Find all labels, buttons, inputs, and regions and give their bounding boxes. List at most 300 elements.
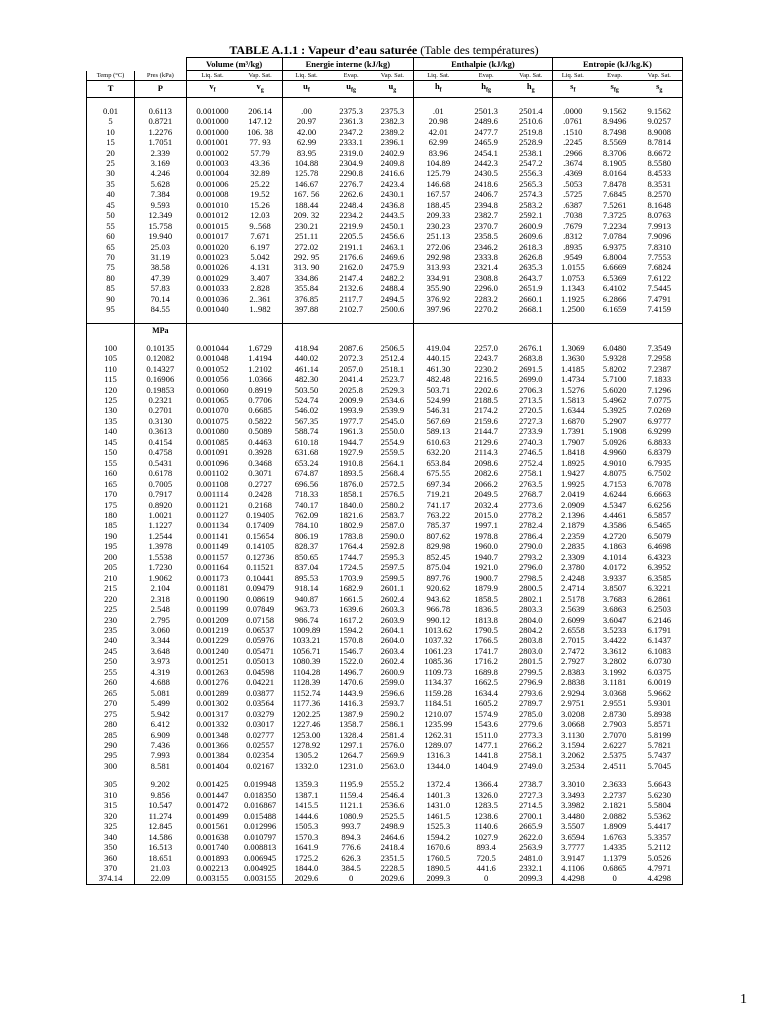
table-cell: 2029.6 [282, 873, 330, 884]
table-cell: 0.001008 [196, 189, 229, 200]
table-cell: 3.2534 [561, 760, 585, 771]
table-cell: 2555.2 [372, 779, 414, 789]
table-spacer-row [87, 315, 683, 324]
table-cell: 2796.9 [510, 677, 553, 687]
table-cell: 147.12 [238, 116, 282, 126]
table-cell: 2586.1 [372, 719, 414, 729]
table-cell: 1080.39 [292, 656, 321, 667]
spacer-cell [135, 771, 186, 779]
table-row [87, 189, 683, 199]
table-cell: 2488.4 [372, 283, 414, 293]
table-cell: 2568.4 [372, 468, 414, 478]
table-cell: 1.3978 [135, 541, 186, 551]
table-cell: 0.6178 [135, 468, 186, 478]
table-row [87, 283, 683, 293]
table-cell: 3.1181 [603, 677, 627, 688]
table-cell: 0.001006 [196, 178, 229, 189]
table-cell: 4.131 [238, 262, 282, 272]
table-spacer-row [87, 97, 683, 106]
spacer-cell [413, 771, 462, 779]
table-cell: 1.0021 [135, 510, 186, 520]
table-cell: 145 [87, 437, 135, 447]
table-cell: 2082.6 [474, 468, 498, 479]
table-cell: 5.042 [238, 252, 282, 262]
table-cell: 2.7927 [561, 656, 585, 667]
table-cell: 1387.9 [339, 708, 363, 719]
table-cell: 1.4734 [561, 374, 585, 385]
table-cell: 130 [87, 405, 135, 415]
table-cell: 40 [87, 189, 135, 199]
table-cell: 2454.1 [474, 147, 498, 158]
table-cell: 135 [87, 416, 135, 426]
table-cell: 1570.3 [294, 831, 319, 842]
table-row [87, 635, 683, 645]
table-cell: 2801.5 [510, 656, 553, 666]
table-cell: 0.05013 [238, 656, 282, 666]
table-cell: 106. 38 [238, 127, 282, 137]
table-cell: 8.3531 [637, 179, 683, 189]
table-cell: 524.99 [426, 395, 451, 406]
table-cell: 9.0257 [637, 116, 683, 126]
table-cell: 0.012996 [238, 821, 282, 831]
table-cell: 7.4791 [637, 294, 683, 304]
table-title-normal: (Table des températures) [417, 43, 539, 57]
table-cell: 2.4714 [561, 583, 585, 594]
table-cell: 4.688 [135, 677, 186, 687]
table-cell: .0761 [563, 116, 583, 127]
table-cell: 0.10441 [238, 573, 282, 583]
table-cell: 180 [87, 510, 135, 520]
subheader-cell: Liq. Sat. [282, 71, 330, 81]
table-cell: 9.1562 [602, 105, 627, 116]
table-cell: 18.651 [135, 853, 186, 863]
table-cell: 4.1863 [602, 541, 627, 552]
table-cell: 2132.6 [339, 283, 363, 294]
table-cell: 2041.4 [339, 374, 363, 385]
table-cell: 6.8004 [602, 252, 627, 263]
table-cell: 4.7971 [637, 863, 683, 873]
table-cell: 785.37 [426, 520, 451, 531]
table-cell: 7.2958 [637, 353, 683, 363]
table-cell: .4369 [563, 168, 583, 179]
table-cell: 47.39 [135, 273, 186, 283]
table-cell: 0.11521 [238, 562, 282, 572]
table-cell: 334.91 [426, 272, 451, 283]
table-cell: 2602.4 [372, 656, 414, 666]
table-cell: 3.1130 [561, 729, 585, 740]
table-cell: 350 [87, 842, 135, 852]
table-cell: 1639.6 [339, 604, 363, 615]
table-cell: 0.2727 [238, 479, 282, 489]
table-cell: 1416.3 [339, 698, 363, 709]
table-cell: 2609.6 [510, 231, 553, 241]
table-row [87, 562, 683, 572]
spacer-cell [413, 323, 462, 338]
table-cell: 8.7814 [637, 137, 683, 147]
table-cell: 2500.6 [372, 304, 414, 314]
table-cell: 0.4154 [135, 437, 186, 447]
table-cell: 0.001000 [196, 126, 229, 137]
table-row [87, 779, 683, 789]
table-cell: 2518.1 [372, 364, 414, 374]
table-cell: 75 [87, 262, 135, 272]
table-cell: 0.17409 [238, 520, 282, 530]
table-cell: 1594.2 [339, 624, 363, 635]
table-cell: 2592.8 [372, 541, 414, 551]
table-cell: 9.856 [135, 790, 186, 800]
table-cell: 1401.3 [426, 789, 451, 800]
table-cell: 1961.3 [339, 426, 363, 437]
table-cell: 25 [87, 158, 135, 168]
table-cell: 2.5178 [561, 593, 585, 604]
table-cell: 100 [87, 343, 135, 353]
table-cell: 1159.4 [339, 789, 363, 800]
table-cell: 370 [87, 863, 135, 873]
table-cell: 2202.6 [474, 384, 498, 395]
table-cell: 2442.3 [474, 157, 498, 168]
table-cell: 0.3130 [135, 416, 186, 426]
table-cell: 0.02557 [238, 740, 282, 750]
table-cell: 20.97 [296, 116, 317, 127]
table-cell: 6.5369 [602, 272, 627, 283]
table-cell: 3.0368 [602, 687, 627, 698]
table-row [87, 709, 683, 719]
table-cell: 0.7917 [135, 489, 186, 499]
table-cell: 837.04 [294, 562, 319, 573]
table-cell: 895.53 [294, 572, 319, 583]
table-cell: 2188.5 [474, 395, 498, 406]
table-row [87, 832, 683, 842]
table-cell: 1.0366 [238, 374, 282, 384]
spacer-cell [593, 97, 637, 106]
table-cell: 2482.2 [372, 273, 414, 283]
table-row [87, 594, 683, 604]
table-cell: 2.2737 [602, 789, 627, 800]
table-cell: 105 [87, 353, 135, 363]
table-cell: 2321.4 [474, 262, 498, 273]
table-cell: 5.0526 [637, 853, 683, 863]
table-cell: 57.79 [238, 148, 282, 158]
table-cell: 0.001332 [196, 719, 229, 730]
table-cell: 5 [87, 116, 135, 126]
table-cell: 2752.4 [510, 458, 553, 468]
table-row [87, 405, 683, 415]
table-cell: 6.7078 [637, 479, 683, 489]
table-cell: 675.55 [426, 468, 451, 479]
table-cell: 2469.6 [372, 252, 414, 262]
table-cell: 806.19 [294, 530, 319, 541]
table-cell: 0.001404 [196, 760, 229, 771]
table-cell: 2147.4 [339, 272, 363, 283]
table-cell: 275 [87, 709, 135, 719]
table-cell: 2.0882 [602, 810, 627, 821]
table-cell: 1.3630 [561, 353, 585, 364]
table-cell: 0.8919 [238, 385, 282, 395]
table-cell: 2668.1 [510, 304, 553, 314]
table-cell: 2.1879 [561, 520, 585, 531]
table-cell: 0.4758 [135, 447, 186, 457]
subheader-cell: Liq. Sat. [186, 71, 238, 81]
table-cell: 320 [87, 811, 135, 821]
table-cell: 1605.2 [474, 698, 498, 709]
table-row [87, 863, 683, 873]
table-cell: 7.8478 [602, 178, 627, 189]
table-cell: 2545.0 [372, 416, 414, 426]
symbol-cell: $u_{fg}$ [330, 81, 372, 98]
table-cell: 5.3925 [602, 405, 627, 416]
table-cell: 2593.7 [372, 698, 414, 708]
table-cell: 0.12736 [238, 552, 282, 562]
table-cell: 740.17 [294, 499, 319, 510]
table-cell: 2733.9 [510, 426, 553, 436]
table-cell: 2576.0 [372, 740, 414, 750]
table-row [87, 667, 683, 677]
table-cell: 5.9301 [637, 698, 683, 708]
table-cell: 0.02167 [238, 761, 282, 771]
table-cell: 2406.7 [474, 189, 498, 200]
table-cell: 0 [463, 873, 510, 884]
table-cell: 65 [87, 242, 135, 252]
symbol-cell: $h_{fg}$ [463, 81, 510, 98]
table-cell: 588.74 [294, 426, 319, 437]
symbol-cell: $u_f$ [282, 81, 330, 98]
table-cell: 210 [87, 573, 135, 583]
table-cell: 2583.7 [372, 510, 414, 520]
table-cell: 1033.21 [292, 635, 321, 646]
table-cell: 6.0375 [637, 667, 683, 677]
table-cell: 0.7706 [238, 395, 282, 405]
table-cell: 2601.1 [372, 583, 414, 593]
table-cell: 360 [87, 853, 135, 863]
table-cell: 0.001001 [196, 137, 229, 148]
table-cell: 2790.0 [510, 541, 553, 551]
table-cell: 3.060 [135, 625, 186, 635]
symbol-row [87, 81, 683, 98]
table-cell: 1893.5 [339, 468, 363, 479]
table-cell: 205 [87, 562, 135, 572]
table-cell: 167.57 [426, 189, 451, 200]
table-cell: 3.6863 [602, 604, 627, 615]
table-cell: 4.8075 [602, 468, 627, 479]
table-row [87, 242, 683, 252]
table-cell: 1477.1 [474, 739, 498, 750]
table-row [87, 127, 683, 137]
table-cell: 2114.3 [474, 447, 498, 458]
table-cell: 2768.7 [510, 489, 553, 499]
table-row [87, 353, 683, 363]
table-cell: 2556.3 [510, 168, 553, 178]
table-cell: 1505.3 [294, 821, 319, 832]
table-cell: 2603.4 [372, 646, 414, 656]
table-cell: 2276.7 [339, 178, 363, 189]
table-cell: 12.03 [238, 210, 282, 220]
table-cell: 5.5362 [637, 811, 683, 821]
table-cell: 5.942 [135, 709, 186, 719]
table-cell: 0.001740 [196, 842, 229, 853]
table-cell: 2563.9 [510, 842, 553, 852]
table-cell: 1238.6 [474, 810, 498, 821]
table-cell: 2604.0 [372, 635, 414, 645]
table-cell: 2.7015 [561, 635, 585, 646]
page-number: 1 [740, 992, 747, 1007]
table-cell: 2569.9 [372, 750, 414, 760]
table-cell: 0.4463 [238, 437, 282, 447]
table-cell: 0.07849 [238, 604, 282, 614]
spacer-cell [238, 315, 282, 324]
table-cell: 0.04598 [238, 667, 282, 677]
table-cell: 16.513 [135, 842, 186, 852]
table-cell: 0.03564 [238, 698, 282, 708]
table-cell: 3.5233 [602, 624, 627, 635]
spacer-cell [637, 771, 683, 779]
table-cell: 1900.7 [474, 572, 498, 583]
table-cell: 482.30 [294, 374, 319, 385]
table-cell: 315 [87, 800, 135, 810]
table-cell: 1.7907 [561, 436, 585, 447]
table-cell: 0.001317 [196, 708, 229, 719]
table-cell: 2.5375 [602, 750, 627, 761]
table-cell: 7.2387 [637, 364, 683, 374]
table-cell: 0.001289 [196, 687, 229, 698]
table-cell: 2248.4 [339, 199, 363, 210]
table-cell: 653.24 [294, 457, 319, 468]
table-cell: 0.001056 [196, 374, 229, 385]
table-cell: 2191.1 [339, 241, 363, 252]
table-cell: 3.9337 [602, 572, 627, 583]
spacer-cell [552, 771, 592, 779]
table-cell: 1297.1 [339, 739, 363, 750]
table-cell: .0000 [563, 105, 583, 116]
table-cell: 9..568 [238, 221, 282, 231]
table-cell: .5053 [563, 178, 583, 189]
subheader-cell: Pres (kPa) [135, 71, 186, 81]
table-cell: 2602.4 [372, 594, 414, 604]
spacer-cell [413, 315, 462, 324]
table-cell: 7.3725 [602, 210, 627, 221]
table-cell: 2358.5 [474, 231, 498, 242]
table-cell: 290 [87, 740, 135, 750]
table-cell: 3.169 [135, 158, 186, 168]
table-cell: 1235.99 [424, 719, 453, 730]
table-cell: 4.3586 [602, 520, 627, 531]
table-cell: 0.14327 [135, 364, 186, 374]
table-cell: 0.001229 [196, 635, 229, 646]
table-title [0, 43, 768, 57]
table-cell: 240 [87, 635, 135, 645]
table-cell: 2554.9 [372, 437, 414, 447]
table-cell: 2587.0 [372, 520, 414, 530]
table-cell: 170 [87, 489, 135, 499]
table-cell: 2563.0 [372, 761, 414, 771]
table-cell: 1470.6 [339, 677, 363, 688]
table-cell: 4.4298 [637, 873, 683, 884]
table-cell: 653.84 [426, 457, 451, 468]
spacer-cell [282, 771, 330, 779]
table-row [87, 583, 683, 593]
table-cell: 0.001134 [196, 520, 229, 531]
symbol-cell: $s_f$ [552, 81, 592, 98]
table-cell: 2.6558 [561, 624, 585, 635]
table-cell: 2536.6 [372, 800, 414, 810]
table-cell: 10 [87, 127, 135, 137]
table-cell: 503.71 [426, 384, 451, 395]
table-cell: 719.21 [426, 489, 451, 500]
table-cell: 610.63 [426, 436, 451, 447]
table-cell: 62.99 [296, 137, 317, 148]
table-cell: 2622.0 [510, 832, 553, 842]
table-cell: 8.5569 [602, 137, 627, 148]
table-cell: 2308.8 [474, 272, 498, 283]
table-cell: 7.8310 [637, 242, 683, 252]
table-cell: 2087.6 [339, 342, 363, 353]
table-cell: 6.0019 [637, 677, 683, 687]
group-energie: Energie interne (kJ/kg) [282, 58, 413, 71]
table-cell: 4.9010 [602, 457, 627, 468]
spacer-cell [637, 323, 683, 338]
table-cell: 763.22 [426, 510, 451, 520]
table-cell: 5.628 [135, 179, 186, 189]
table-cell: 8.3706 [602, 147, 627, 158]
table-cell: 4.319 [135, 667, 186, 677]
table-cell: 6.1791 [637, 625, 683, 635]
table-cell: 2758.1 [510, 750, 553, 760]
table-cell: 4.5347 [602, 499, 627, 510]
table-cell: 567.69 [426, 415, 451, 426]
table-cell: 0.010797 [238, 832, 282, 842]
table-cell: 1134.37 [424, 677, 453, 688]
table-cell: 272.06 [426, 241, 451, 252]
symbol-cell: T [87, 81, 135, 98]
table-cell: 7.9913 [637, 221, 683, 231]
table-cell: 225 [87, 604, 135, 614]
table-cell: 0.5431 [135, 458, 186, 468]
table-cell: 0.16906 [135, 374, 186, 384]
table-row [87, 761, 683, 771]
table-cell: 1.8909 [602, 821, 627, 832]
table-cell: 2758.1 [510, 468, 553, 478]
table-cell: 632.20 [426, 447, 451, 458]
table-cell: 1264.7 [339, 750, 363, 761]
table-cell: 0.004925 [238, 863, 282, 873]
table-cell: 1670.6 [426, 842, 451, 853]
table-cell: 334.86 [294, 272, 319, 283]
table-cell: 1662.5 [474, 677, 498, 688]
table-cell: 2..361 [238, 294, 282, 304]
table-cell: 8.1905 [602, 157, 627, 168]
spacer-cell [593, 315, 637, 324]
table-cell: 1574.9 [474, 708, 498, 719]
table-cell: 1444.6 [294, 810, 319, 821]
table-cell: 697.34 [426, 478, 451, 489]
table-cell: 2789.7 [510, 698, 553, 708]
table-cell: 441.6 [476, 862, 496, 873]
table-cell: 20.98 [428, 116, 448, 127]
table-cell: 0.001048 [196, 353, 229, 364]
table-cell: 2375.3 [372, 106, 414, 116]
table-cell: 2603.9 [372, 615, 414, 625]
table-cell: 0.001044 [196, 342, 229, 353]
table-cell: 146.68 [426, 178, 451, 189]
table-cell: 2423.4 [372, 179, 414, 189]
table-cell: 6.3585 [637, 573, 683, 583]
table-cell: 1.4335 [602, 842, 627, 853]
spacer-cell [637, 97, 683, 106]
table-cell: 0.6113 [135, 106, 186, 116]
table-cell: 1689.8 [474, 666, 498, 677]
table-cell: 5.081 [135, 688, 186, 698]
table-cell: 2803.8 [510, 635, 553, 645]
table-cell: 1332.0 [294, 760, 319, 771]
